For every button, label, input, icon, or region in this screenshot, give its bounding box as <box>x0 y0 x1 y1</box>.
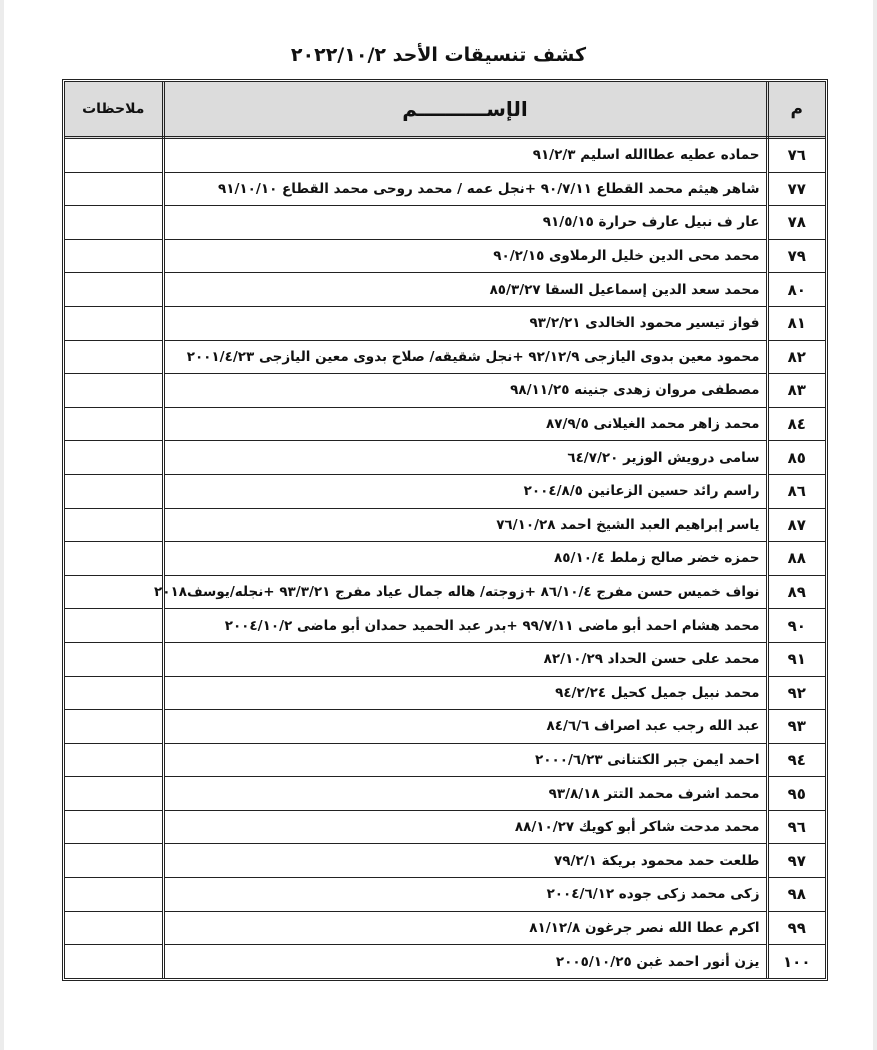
row-notes <box>65 474 163 508</box>
row-name: ياسر إبراهيم العبد الشيخ احمد ٧٦/١٠/٢٨ <box>163 508 767 542</box>
row-name: محمد نبيل جميل كحيل ٩٤/٢/٢٤ <box>163 676 767 710</box>
table-row <box>65 878 825 912</box>
row-notes <box>65 239 163 273</box>
table-row <box>65 306 825 340</box>
row-number: ٨٢ <box>767 340 825 374</box>
row-name: عار ف نبيل عارف حرارة ٩١/٥/١٥ <box>163 206 767 240</box>
table-row <box>65 945 825 978</box>
header-name: الإســــــــــم <box>163 82 767 138</box>
row-name: فواز تيسير محمود الخالدى ٩٣/٢/٢١ <box>163 306 767 340</box>
row-notes <box>65 743 163 777</box>
row-notes <box>65 575 163 609</box>
row-notes <box>65 138 163 173</box>
row-notes <box>65 172 163 206</box>
table-row <box>65 273 825 307</box>
table-row <box>65 374 825 408</box>
row-name: يزن أنور احمد غبن ٢٠٠٥/١٠/٢٥ <box>163 945 767 978</box>
row-notes <box>65 206 163 240</box>
row-name: محمد هشام احمد أبو ماضى ٩٩/٧/١١ +بدر عبد الحميد حمدان أبو ماضى ٢٠٠٤/١٠/٢ <box>163 609 767 643</box>
names-table-frame <box>62 79 828 981</box>
row-name: محمد اشرف محمد التتر ٩٣/٨/١٨ <box>163 777 767 811</box>
row-notes <box>65 777 163 811</box>
row-number: ٩١ <box>767 642 825 676</box>
row-notes <box>65 508 163 542</box>
row-name: نواف خميس حسن مفرج ٨٦/١٠/٤ +زوجته/ هاله جمال عياد مفرج ٩٣/٣/٢١ +نجله/يوسف٢٠١٨ <box>163 575 767 609</box>
header-notes: ملاحظات <box>65 82 163 138</box>
row-name: عبد الله رجب عبد اصراف ٨٤/٦/٦ <box>163 710 767 744</box>
table-row <box>65 407 825 441</box>
table-row <box>65 810 825 844</box>
row-name: محمد سعد الدين إسماعيل السقا ٨٥/٣/٢٧ <box>163 273 767 307</box>
row-notes <box>65 542 163 576</box>
row-number: ٩٩ <box>767 911 825 945</box>
table-row <box>65 138 825 173</box>
document-page <box>4 0 873 1050</box>
table-row <box>65 441 825 475</box>
table-row <box>65 239 825 273</box>
row-notes <box>65 810 163 844</box>
row-name: طلعت حمد محمود بريكة ٧٩/٢/١ <box>163 844 767 878</box>
row-number: ٧٧ <box>767 172 825 206</box>
header-number: م <box>767 82 825 138</box>
row-notes <box>65 945 163 978</box>
row-notes <box>65 273 163 307</box>
table-row <box>65 575 825 609</box>
table-row <box>65 340 825 374</box>
table-row <box>65 642 825 676</box>
row-number: ٩٣ <box>767 710 825 744</box>
table-row <box>65 710 825 744</box>
row-notes <box>65 306 163 340</box>
row-number: ٩٥ <box>767 777 825 811</box>
page-title: كشف تنسيقات الأحد ٢٠٢٢/١٠/٢ <box>290 44 587 66</box>
row-name: اكرم عطا الله نصر جرغون ٨١/١٢/٨ <box>163 911 767 945</box>
row-name: محمد مدحت شاكر أبو كويك ٨٨/١٠/٢٧ <box>163 810 767 844</box>
row-number: ٨٨ <box>767 542 825 576</box>
row-number: ٩٧ <box>767 844 825 878</box>
row-number: ٨٩ <box>767 575 825 609</box>
table-row <box>65 474 825 508</box>
row-name: حمزه خضر صالح زملط ٨٥/١٠/٤ <box>163 542 767 576</box>
table-row <box>65 542 825 576</box>
row-notes <box>65 642 163 676</box>
table-row <box>65 676 825 710</box>
row-notes <box>65 340 163 374</box>
row-number: ٩٢ <box>767 676 825 710</box>
row-name: محمد على حسن الحداد ٨٢/١٠/٢٩ <box>163 642 767 676</box>
row-number: ٧٨ <box>767 206 825 240</box>
row-number: ٩٨ <box>767 878 825 912</box>
table-header-row <box>65 82 825 138</box>
row-notes <box>65 710 163 744</box>
row-number: ٩٦ <box>767 810 825 844</box>
row-name: حماده عطيه عطاالله اسليم ٩١/٢/٣ <box>163 138 767 173</box>
table-row <box>65 777 825 811</box>
table-row <box>65 609 825 643</box>
row-number: ٧٦ <box>767 138 825 173</box>
row-name: زكى محمد زكى جوده ٢٠٠٤/٦/١٢ <box>163 878 767 912</box>
row-number: ١٠٠ <box>767 945 825 978</box>
table-row <box>65 911 825 945</box>
row-name: محمد زاهر محمد الغيلانى ٨٧/٩/٥ <box>163 407 767 441</box>
table-row <box>65 172 825 206</box>
row-number: ٧٩ <box>767 239 825 273</box>
row-name: احمد ايمن جبر الكتنانى ٢٠٠٠/٦/٢٣ <box>163 743 767 777</box>
row-notes <box>65 676 163 710</box>
row-name: محمد محى الدين خليل الرملاوى ٩٠/٢/١٥ <box>163 239 767 273</box>
row-name: راسم رائد حسين الزعانين ٢٠٠٤/٨/٥ <box>163 474 767 508</box>
row-notes <box>65 441 163 475</box>
row-name: مصطفى مروان زهدى جنينه ٩٨/١١/٢٥ <box>163 374 767 408</box>
row-number: ٨٣ <box>767 374 825 408</box>
row-number: ٨٧ <box>767 508 825 542</box>
table-row <box>65 508 825 542</box>
table-row <box>65 743 825 777</box>
row-number: ٩٤ <box>767 743 825 777</box>
row-notes <box>65 609 163 643</box>
row-notes <box>65 407 163 441</box>
row-number: ٨٥ <box>767 441 825 475</box>
table-row <box>65 844 825 878</box>
names-table <box>65 82 825 978</box>
row-notes <box>65 911 163 945</box>
row-name: محمود معين بدوى اليازجى ٩٢/١٢/٩ +نجل شقيقه/ صلاح بدوى معين اليازجى ٢٠٠١/٤/٢٣ <box>163 340 767 374</box>
row-notes <box>65 844 163 878</box>
row-number: ٨٠ <box>767 273 825 307</box>
row-name: شاهر هيثم محمد القطاع ٩٠/٧/١١ +نجل عمه / محمد روحى محمد القطاع ٩١/١٠/١٠ <box>163 172 767 206</box>
row-number: ٩٠ <box>767 609 825 643</box>
row-notes <box>65 878 163 912</box>
row-notes <box>65 374 163 408</box>
row-number: ٨٦ <box>767 474 825 508</box>
row-number: ٨٤ <box>767 407 825 441</box>
row-number: ٨١ <box>767 306 825 340</box>
row-name: سامى درويش الوزير ٦٤/٧/٢٠ <box>163 441 767 475</box>
table-row <box>65 206 825 240</box>
